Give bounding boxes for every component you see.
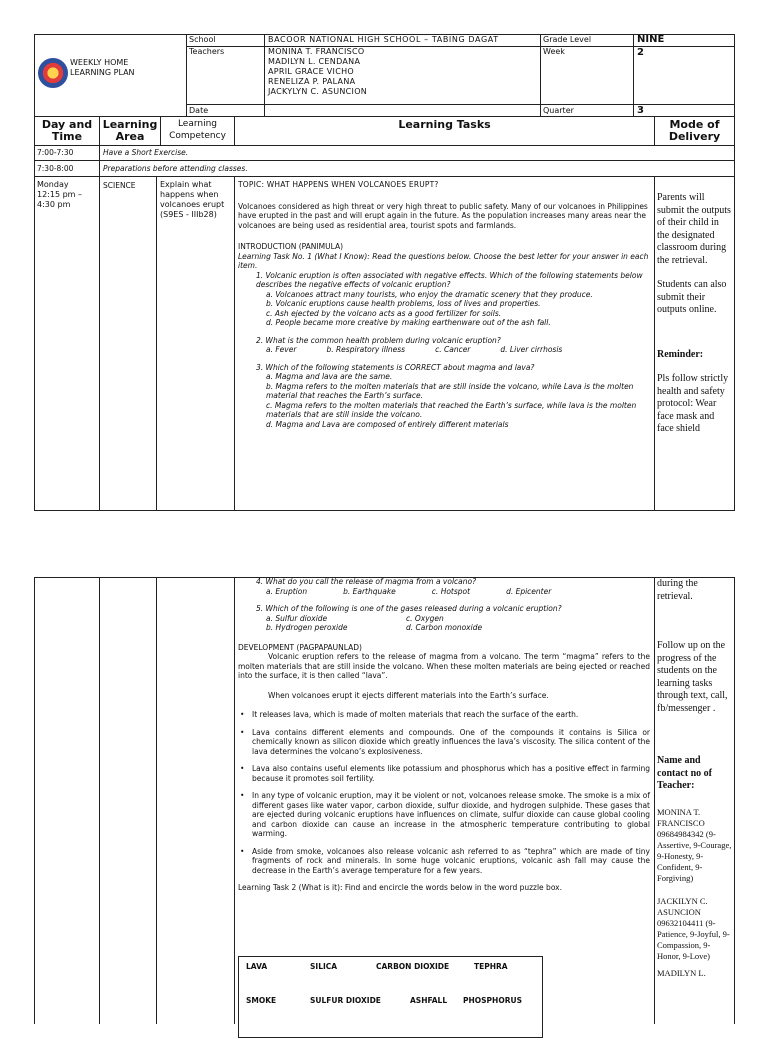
grade-level-label: Grade Level <box>543 35 592 44</box>
word-lava: LAVA <box>246 962 268 971</box>
word-sulfur-dioxide: SULFUR DIOXIDE <box>310 996 381 1005</box>
topic: TOPIC: WHAT HAPPENS WHEN VOLCANOES ERUPT? <box>238 180 439 189</box>
col-header-area: Learning Area <box>102 118 158 143</box>
col-header-day: Day and Time <box>41 118 93 143</box>
time-slot-1: 7:00-7:30 <box>37 148 74 157</box>
question-2: 2. What is the common health problem during volcanic eruption? <box>256 335 501 345</box>
q3-option-a: a. Magma and lava are the same. <box>266 372 393 381</box>
quarter-value: 3 <box>637 105 644 116</box>
q3-option-d: d. Magma and Lava are composed of entirely different materials <box>266 419 509 429</box>
teachers-label: Teachers <box>189 47 225 56</box>
mode-of-delivery-page2: during the retrieval. Follow up on the progress of the students on the learning tasks through text, call, fb/messenger . Name and contact no of Teacher: MONINA T. FRANCISCO 09684984342 (9-Assertive, 9-Courage, 9-Honesty, 9-Confident, 9-Forgiving) JACKILYN C. ASUNCION 09632104411 (9-Patience, 9-Joyful, 9-Compassion, 9-Honor, 9-Love) MADILYN L. <box>657 578 732 978</box>
q3-option-c: c. Magma refers to the molten materials that reached the Earth’s surface, while lava is the molten materials that are still inside the volcano. <box>266 400 637 419</box>
task1-instruction: Learning Task No. 1 (What I Know): Read the questions below. Choose the best letter for your answer in each item. <box>238 251 649 270</box>
col-header-mode: Mode of Delivery <box>668 118 721 143</box>
development-heading: DEVELOPMENT (PAGPAPAUNLAD) <box>238 642 362 652</box>
question-3: 3. Which of the following statements is CORRECT about magma and lava? <box>256 362 535 372</box>
activity-1: Have a Short Exercise. <box>103 148 189 157</box>
word-ashfall: ASHFALL <box>410 996 448 1005</box>
bullet-1: • It releases lava, which is made of molten materials that reach the surface of the earth. <box>238 710 650 720</box>
plan-title: WEEKLY HOME LEARNING PLAN <box>70 58 135 77</box>
word-tephra: TEPHRA <box>474 962 508 971</box>
school-label: School <box>189 35 216 44</box>
mode-of-delivery-page1: Parents will submit the outputs of their child in the designated classroom during the retrieval. Students can also submit their outputs online. Reminder: Pls follow strictly health and safety protocol: Wear face mask and face shield <box>657 192 731 434</box>
intro-paragraph: Volcanoes considered as high threat or very high threat to public safety. Many of our volcanoes in Philippines have erupted in the past and will erupt again in the future. As the population increases many areas near the volcanoes are being used as residential area, tourist spots and farmlands. <box>238 201 648 230</box>
date-label: Date <box>189 106 209 115</box>
week-value: 2 <box>637 47 644 58</box>
q1-option-c: c. Ash ejected by the volcano acts as a good fertilizer for soils. <box>266 308 502 318</box>
development-paragraph: Volcanic eruption refers to the release of magma from a volcano. The term “magma” refers to the molten materials that are still inside the volcano. When these molten materials are being ejected or reached into the surface, it is then called “lava”. <box>238 652 650 680</box>
word-smoke: SMOKE <box>246 996 277 1005</box>
col-header-competency: Learning Competency <box>169 119 226 141</box>
activity-2: Preparations before attending classes. <box>103 164 248 173</box>
intro-heading: INTRODUCTION (PANIMULA) <box>238 242 343 251</box>
word-silica: SILICA <box>310 962 338 971</box>
col-header-tasks: Learning Tasks <box>398 118 491 131</box>
question-4: 4. What do you call the release of magma from a volcano? <box>256 577 477 586</box>
question-1: 1. Volcanic eruption is often associated with negative effects. Which of the following statements below describes the negative effects of volcanic eruption? <box>256 270 643 289</box>
school-value: BACOOR NATIONAL HIGH SCHOOL – TABING DAGAT <box>268 35 499 44</box>
bullet-4: • In any type of volcanic eruption, may it be violent or not, volcanoes release smoke. The smoke is a mix of different gases like water vapor, carbon dioxide, sulfur dioxide, and hydrogen sulphide. These gases that are ejected during volcanic eruptions have influences on climate, sulfur dioxide can cause global cooling and carbon dioxide can cause an increase in the atmospheric temperature contributing to global warming. <box>238 791 650 839</box>
day-cell: Monday 12:15 pm – 4:30 pm <box>37 180 83 209</box>
bullet-5: • Aside from smoke, volcanoes also release volcanic ash referred to as “tephra” which are made of tiny fragments of rock and minerals. In some huge volcanic eruptions, volcanic ash fall may cause the decrease in the Earth’s average temperature for a few years. <box>238 847 650 876</box>
q1-option-a: a. Volcanoes attract many tourists, who enjoy the dramatic scenery that they produce. <box>266 289 593 299</box>
task2-instruction: Learning Task 2 (What is it): Find and encircle the words below in the word puzzle box. <box>238 883 562 892</box>
learning-tasks-page2 <box>238 577 650 893</box>
grade-level-value: NINE <box>637 34 665 45</box>
word-carbon-dioxide: CARBON DIOXIDE <box>376 962 450 971</box>
q1-option-d: d. People became more creative by making earthenware out of the ash fall. <box>266 318 551 327</box>
word-phosphorus: PHOSPHORUS <box>463 996 522 1005</box>
teachers-list: MONINA T. FRANCISCO MADILYN L. CENDANA APRIL GRACE VICHO RENELIZA P. PALANA JACKYLYN C. ASUNCION <box>268 47 368 96</box>
q1-option-b: b. Volcanic eruptions cause health problems, loss of lives and properties. <box>266 299 541 308</box>
week-label: Week <box>543 47 565 56</box>
q4-options: a. Eruption b. Earthquake c. Hotspot d. Epicenter <box>266 586 552 596</box>
deped-seal-logo <box>38 58 68 88</box>
bullet-2: • Lava contains different elements and compounds. One of the compounds it contains is Silica or chemically known as silicon dioxide which greatly influences the lava’s viscosity. The silica content of the lava determines the volcano’s explosiveness. <box>238 728 650 757</box>
learning-tasks-page1 <box>238 180 650 429</box>
development-paragraph-2: When volcanoes erupt it ejects different materials into the Earth’s surface. <box>268 690 549 700</box>
time-slot-2: 7:30-8:00 <box>37 164 74 173</box>
quarter-label: Quarter <box>543 106 574 115</box>
learning-area: SCIENCE <box>103 181 136 190</box>
question-5: 5. Which of the following is one of the gases released during a volcanic eruption? <box>256 604 562 613</box>
learning-competency: Explain what happens when volcanoes erupt (S9ES - IIIb28) <box>160 180 225 219</box>
q2-options: a. Fever b. Respiratory illness c. Cancer d. Liver cirrhosis <box>266 345 563 354</box>
q5-options: a. Sulfur dioxide c. Oxygen b. Hydrogen peroxide d. Carbon monoxide <box>266 613 483 632</box>
q3-option-b: b. Magma refers to the molten materials that are still inside the volcano, while Lava is the molten material that reaches the Earth’s surface. <box>266 381 634 400</box>
bullet-3: • Lava also contains useful elements like potassium and phosphorus which has a positive effect in farming because it promotes soil fertility. <box>238 764 650 783</box>
